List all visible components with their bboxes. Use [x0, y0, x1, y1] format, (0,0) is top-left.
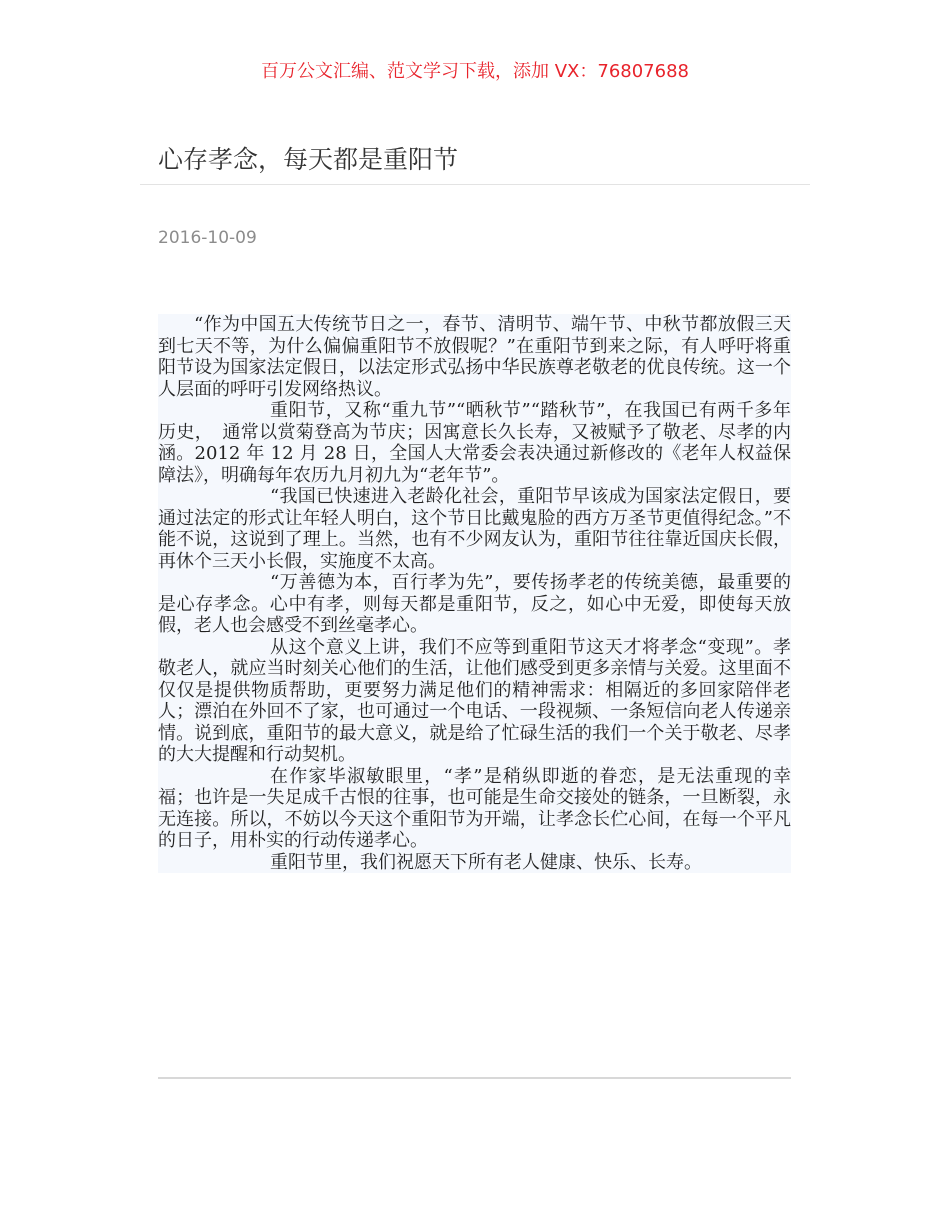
article-paragraph: 重阳节里，我们祝愿天下所有老人健康、快乐、长寿。 — [270, 851, 702, 873]
article-paragraph: “万善德为本，百行孝为先”，要传扬孝老的传统美德，最重要的是心存孝念。心中有孝，则每天都是重阳节，反之，如心中无爱，即使每天放假，老人也会感受不到丝毫孝心。 — [158, 572, 791, 636]
footer-divider — [158, 1077, 791, 1079]
article-paragraph: 重阳节，又称“重九节”“晒秋节”“踏秋节”，在我国已有两千多年历史， 通常以赏菊登高为节庆；因寓意长久长寿，又被赋予了敬老、尽孝的内涵。2012 年 12 月 28 日，全国人大常委会表决通过新修改的《老年人权益保障法》，明确每年农历九月初九为“老年节”。 — [158, 400, 791, 486]
article-paragraph: “我国已快速进入老龄化社会，重阳节早该成为国家法定假日，要通过法定的形式让年轻人明白，这个节日比戴鬼脸的西方万圣节更值得纪念。”不能不说，这说到了理上。当然，也有不少网友认为，重阳节往往靠近国庆长假，再休个三天小长假，实施度不太高。 — [158, 486, 791, 572]
article-paragraph: “作为中国五大传统节日之一，春节、清明节、端午节、中秋节都放假三天到七天不等，为什么偏偏重阳节不放假呢？”在重阳节到来之际，有人呼吁将重阳节设为国家法定假日，以法定形式弘扬中华民族尊老敬老的优良传统。这一个人层面的呼吁引发网络热议。 — [158, 314, 791, 400]
article-title: 心存孝念，每天都是重阳节 — [158, 145, 459, 174]
publish-date: 2016-10-09 — [158, 228, 257, 248]
watermark-banner: 百万公文汇编、范文学习下载，添加 VX：76807688 — [261, 61, 689, 82]
article-body — [158, 314, 791, 873]
article-paragraph: 从这个意义上讲，我们不应等到重阳节这天才将孝念“变现”。孝敬老人，就应当时刻关心他们的生活，让他们感受到更多亲情与关爱。这里面不仅仅是提供物质帮助，更要努力满足他们的精神需求：相隔近的多回家陪伴老人；漂泊在外回不了家，也可通过一个电话、一段视频、一条短信向老人传递亲情。说到底，重阳节的最大意义，就是给了忙碌生活的我们一个关于敬老、尽孝的大大提醒和行动契机。 — [158, 636, 791, 765]
article-paragraph: 在作家毕淑敏眼里，“孝”是稍纵即逝的眷恋，是无法重现的幸福；也许是一失足成千古恨的往事，也可能是生命交接处的链条，一旦断裂，永无连接。所以，不妨以今天这个重阳节为开端，让孝念长伫心间，在每一个平凡的日子，用朴实的行动传递孝心。 — [158, 765, 791, 851]
title-divider — [140, 184, 810, 185]
